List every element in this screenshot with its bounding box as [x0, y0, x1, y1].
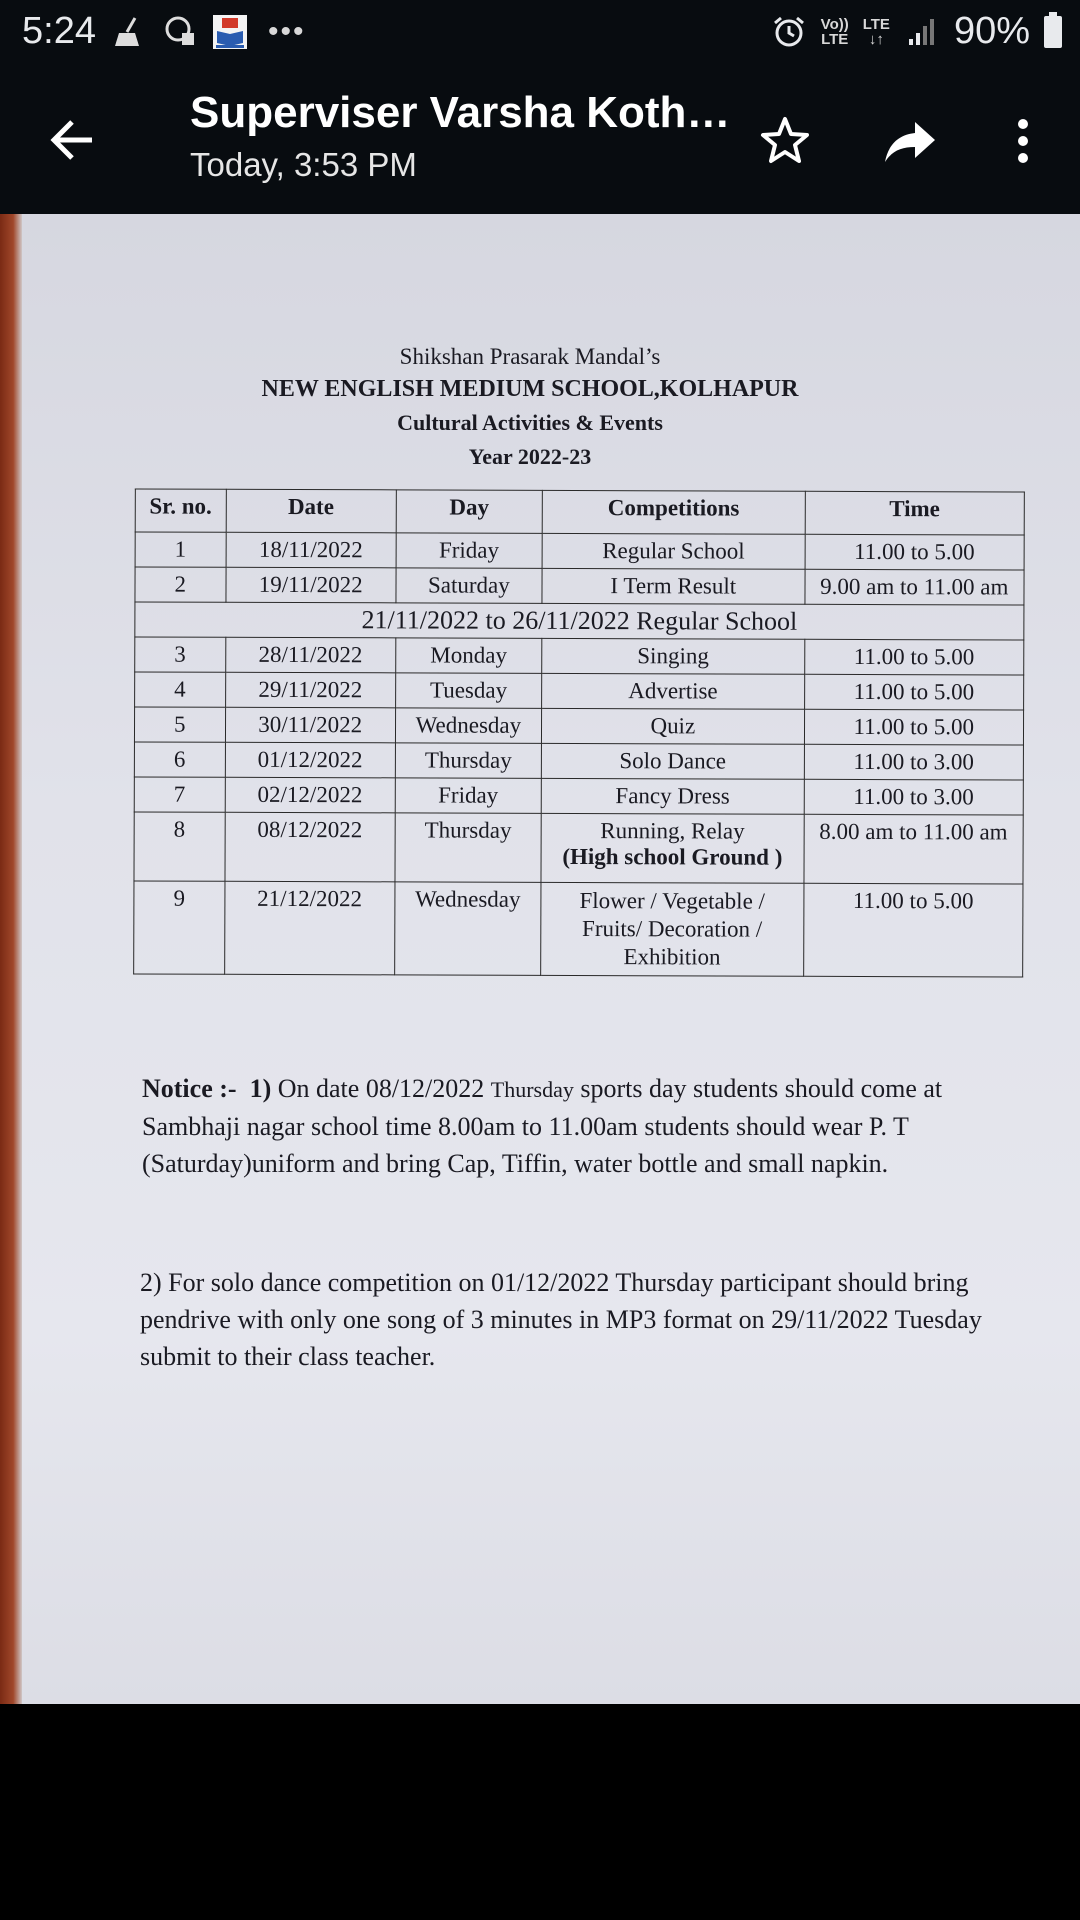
cell: 08/12/2022 [225, 812, 395, 882]
cell: 11.00 to 5.00 [804, 639, 1024, 675]
cell: 1 [135, 532, 226, 567]
schedule-table [133, 488, 1025, 977]
header-cell: Competitions [542, 490, 805, 534]
cell: 7 [134, 777, 225, 812]
competition-text: Running, Relay [600, 818, 745, 844]
table-row [134, 707, 1023, 745]
header-cell: Time [805, 491, 1025, 535]
cell-competition [541, 813, 804, 883]
cell: 19/11/2022 [226, 567, 396, 603]
cell: 29/11/2022 [225, 672, 395, 708]
cell: 3 [135, 637, 226, 672]
lte-label: LTE [862, 15, 890, 33]
competition-line: Flower / Vegetable / [579, 888, 765, 914]
cell: 11.00 to 3.00 [804, 744, 1024, 780]
cell: 11.00 to 3.00 [804, 779, 1024, 815]
header-cell: Day [396, 490, 542, 534]
cell: Fancy Dress [541, 778, 804, 814]
cell: 8 [134, 812, 225, 881]
document-sheet [0, 214, 1080, 1704]
cell: Solo Dance [541, 743, 804, 779]
cell: Regular School [542, 533, 805, 569]
cell: 11.00 to 5.00 [804, 709, 1024, 745]
competition-line: Exhibition [623, 944, 721, 970]
notice-paragraph-1 [142, 1070, 1002, 1182]
cell: 6 [134, 742, 225, 777]
cell: 11.00 to 5.00 [805, 534, 1025, 570]
attached-photo[interactable] [0, 214, 1080, 1704]
cell: 02/12/2022 [225, 777, 395, 813]
table-row [135, 532, 1024, 570]
competition-note: (High school Ground ) [562, 843, 783, 870]
doc-line-school: NEW ENGLISH MEDIUM SCHOOL,KOLHAPUR [261, 376, 799, 402]
doc-line-organization: Shikshan Prasarak Mandal’s [399, 344, 661, 369]
back-arrow-icon[interactable] [44, 110, 104, 170]
cell: Friday [395, 778, 541, 814]
cell: Thursday [395, 813, 542, 883]
cell: 5 [134, 707, 225, 742]
notice-label: Notice :- [142, 1074, 237, 1103]
header-cell: Date [226, 489, 396, 533]
cell: Wednesday [394, 882, 541, 976]
cell: 28/11/2022 [225, 637, 395, 673]
table-row [134, 812, 1023, 884]
cell: Singing [542, 638, 805, 674]
battery-icon [1044, 16, 1062, 48]
app-bar [0, 66, 1080, 214]
broom-icon [112, 14, 148, 50]
cell: Saturday [396, 568, 542, 604]
notification-icons [112, 14, 306, 50]
cell: 2 [135, 567, 226, 602]
table-row [135, 567, 1024, 605]
message-timestamp: Today, 3:53 PM [190, 146, 417, 183]
cell: 9.00 am to 11.00 am [805, 569, 1025, 605]
span-cell: 21/11/2022 to 26/11/2022 Regular School [135, 602, 1024, 640]
doc-line-activities: Cultural Activities & Events [397, 410, 663, 435]
competition-line: Fruits/ Decoration / [582, 916, 763, 942]
cell: Advertise [542, 673, 805, 709]
school-app-icon [212, 14, 248, 50]
cell: Monday [395, 638, 541, 674]
notice-number: 2) [140, 1268, 162, 1297]
notification-icon [162, 14, 198, 50]
table-row [135, 672, 1024, 710]
more-notifications-icon: ••• [268, 15, 306, 48]
table-row [134, 881, 1023, 977]
cell: Friday [396, 533, 542, 569]
cell: 9 [134, 881, 225, 974]
conversation-title: Superviser Varsha Koth… [190, 88, 730, 137]
cell: 8.00 am to 11.00 am [804, 814, 1024, 884]
notice-text: For solo dance competition on 01/12/2022 Thursday participant should bring pendrive with only one song of 3 minutes in MP3 format on 29/11/2022 Tuesday submit to their class teacher. [140, 1268, 982, 1371]
data-arrows-icon: ↓↑ [868, 30, 884, 48]
table-span-row [135, 602, 1024, 640]
cell: 11.00 to 5.00 [803, 883, 1023, 977]
cell: Wednesday [395, 708, 541, 744]
cell: 30/11/2022 [225, 707, 395, 743]
status-bar [0, 0, 1080, 66]
notice-paragraph-2 [140, 1264, 1000, 1375]
table-header-row [135, 489, 1024, 535]
cell: Thursday [395, 743, 541, 779]
table-row [134, 777, 1023, 815]
header-cell: Sr. no. [135, 489, 226, 532]
cell: 18/11/2022 [226, 532, 396, 568]
volte-indicator: Vo)) LTE [820, 15, 849, 48]
status-right [771, 10, 1062, 53]
cell: 11.00 to 5.00 [804, 674, 1024, 710]
table-row [134, 742, 1023, 780]
cell: 4 [135, 672, 226, 707]
forward-icon[interactable] [875, 106, 945, 176]
status-time: 5:24 [22, 10, 96, 52]
more-options-icon[interactable] [988, 106, 1058, 176]
cell: 01/12/2022 [225, 742, 395, 778]
notice-text: sports day students should come at Sambhaji nagar school time 8.00am to 11.00am students should wear P. T (Saturday)uniform and bring Cap, Tiffin, water bottle and small napkin. [142, 1074, 943, 1178]
notice-number: 1) [249, 1074, 272, 1103]
notice-text: On date 08/12/2022 [277, 1074, 485, 1103]
cell: Tuesday [395, 673, 541, 709]
lte-indicator [863, 17, 890, 47]
cell-competition [541, 882, 804, 976]
notice-day: Thursday [490, 1077, 574, 1102]
cell: I Term Result [542, 568, 805, 604]
cell: Quiz [541, 708, 804, 744]
star-icon[interactable] [750, 106, 820, 176]
doc-line-year: Year 2022-23 [468, 444, 592, 469]
battery-percent: 90% [953, 10, 1030, 52]
signal-icon [904, 14, 940, 50]
cell: 21/12/2022 [224, 881, 394, 975]
table-row [135, 637, 1024, 675]
alarm-icon [771, 14, 807, 50]
